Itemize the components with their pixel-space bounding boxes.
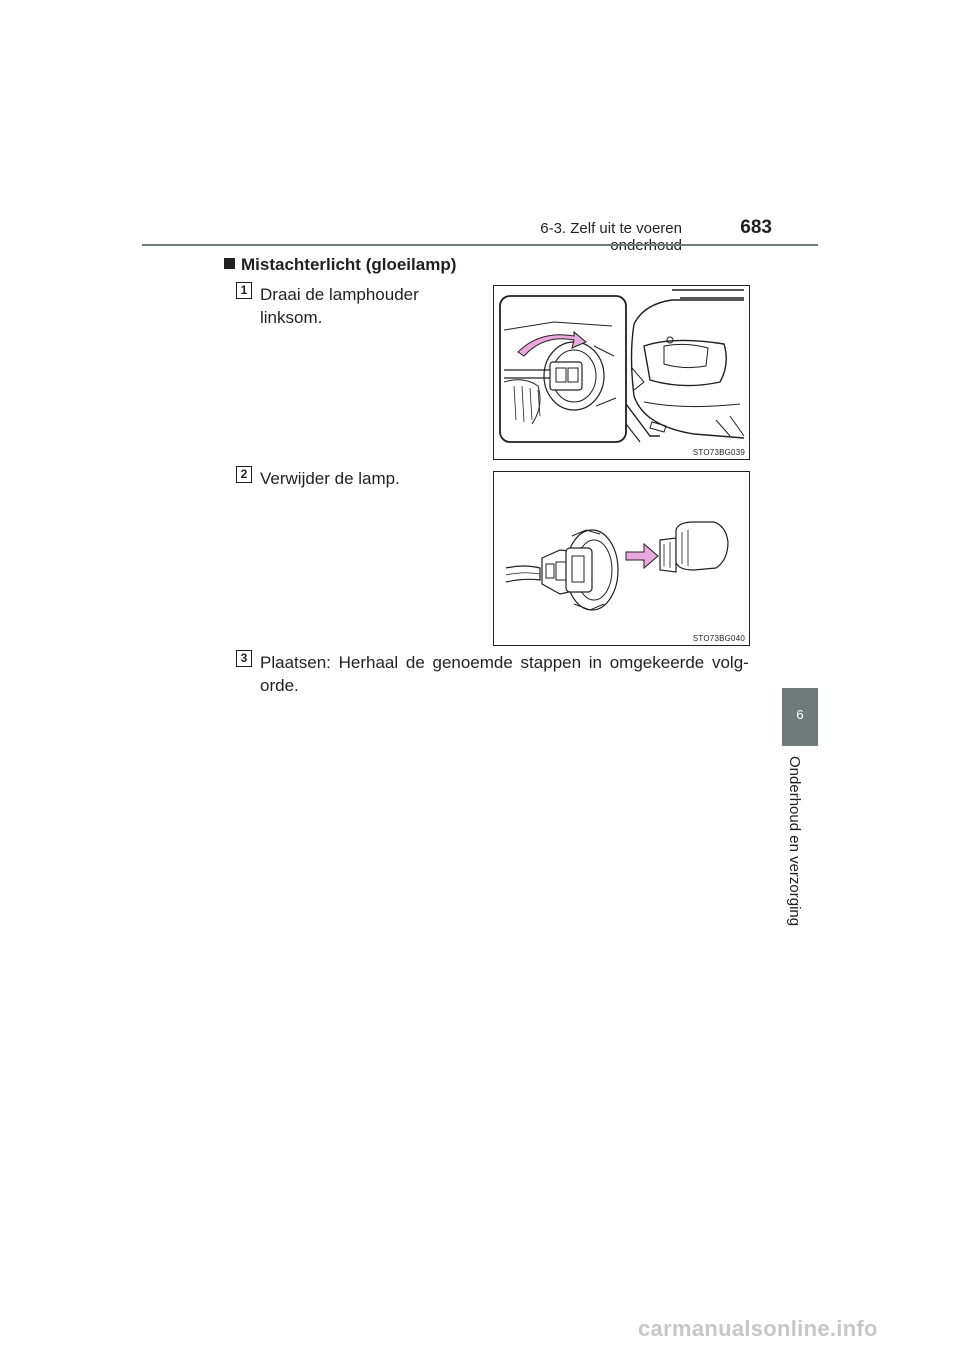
figure-remove-bulb — [493, 471, 750, 646]
figure-1-code: STO73BG039 — [692, 448, 745, 457]
step-3-line-2: orde. — [260, 676, 299, 695]
header-rule — [142, 244, 818, 246]
page-number: 683 — [740, 217, 772, 238]
section-heading — [224, 255, 456, 275]
chapter-tab — [782, 688, 818, 746]
remove-bulb-illustration — [494, 472, 748, 644]
lamp-holder-illustration — [494, 286, 748, 458]
figure-lamp-holder — [493, 285, 750, 460]
step-1-line-1: Draai de lamphouder — [260, 285, 419, 304]
heading-square-icon — [224, 258, 235, 269]
step-number-box: 3 — [236, 650, 252, 667]
running-header-section: 6-3. Zelf uit te voeren — [540, 220, 682, 237]
step-2-text: Verwijder de lamp. — [260, 469, 400, 488]
watermark-logo: carmanualsonline.info — [638, 1316, 878, 1341]
step-3-text — [260, 651, 750, 697]
figure-2-code: STO73BG040 — [692, 634, 745, 643]
step-1-text — [260, 283, 419, 329]
step-number-box: 1 — [236, 282, 252, 299]
step-1-line-2: linksom. — [260, 308, 323, 327]
step-number-box: 2 — [236, 466, 252, 483]
section-heading-text: Mistachterlicht (gloeilamp) — [241, 255, 457, 274]
step-3-line-1: Plaatsen: Herhaal de genoemde stappen in omgekeerde volg- — [260, 653, 749, 672]
chapter-title: Onderhoud en verzorging — [786, 756, 803, 927]
chapter-number: 6 — [796, 707, 804, 722]
chapter-title-vertical — [786, 756, 812, 926]
